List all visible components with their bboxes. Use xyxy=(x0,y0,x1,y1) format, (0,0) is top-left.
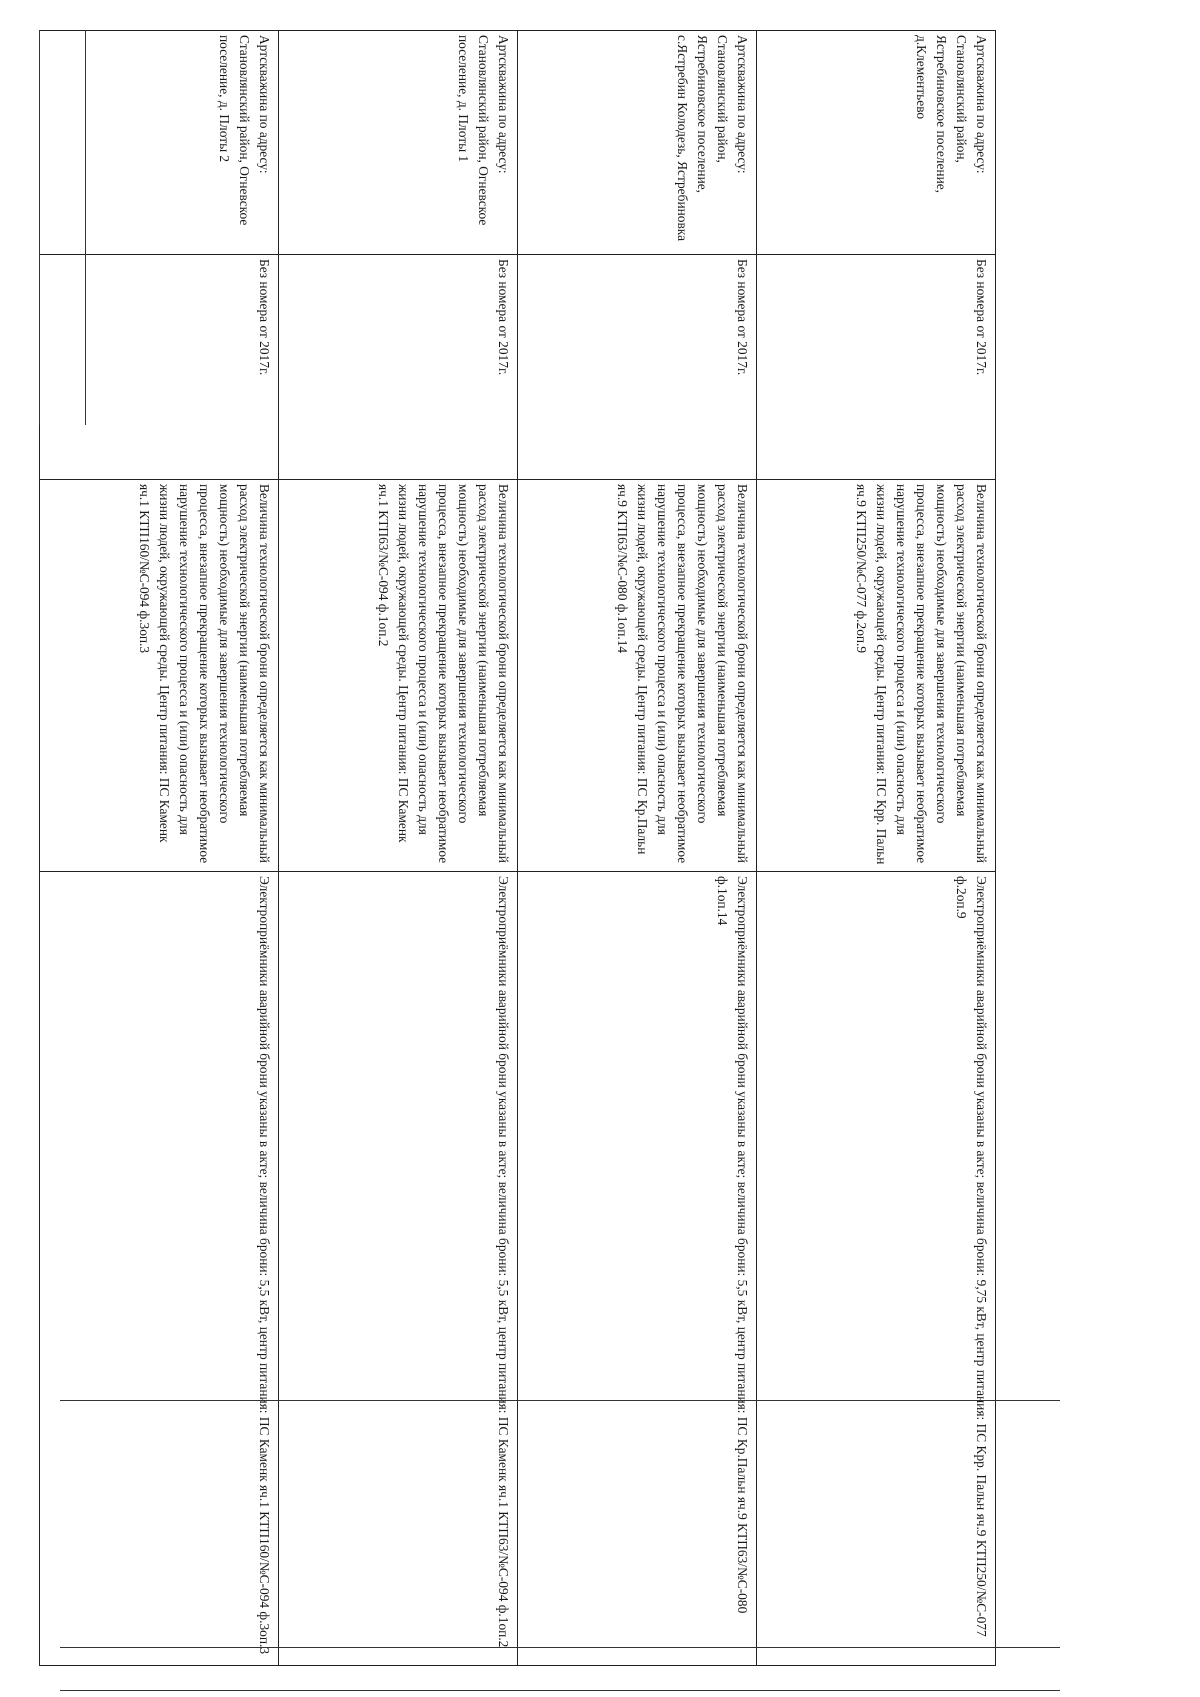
blank-rule-vertical xyxy=(60,1647,1060,1648)
document-cell: Без номера от 2017г. xyxy=(279,255,518,480)
blank-rule-vertical xyxy=(60,1400,1060,1401)
emergency-reserve-cell: Электроприёмники аварийной брони указаны в акте; величина брони: 5,5 кВт, центр питания: ПС Кр.Пальн яч.9 КТП63/№С-080 ф.1оп.14 xyxy=(518,872,757,1666)
table-row xyxy=(757,31,996,1666)
blank-rule-line xyxy=(39,30,40,425)
emergency-reserve-cell: Электроприёмники аварийной брони указаны в акте; величина брони: 9,75 кВт, центр питания: ПС Крр. Пальн яч.9 КТП250/№С-077 ф.2оп.9 xyxy=(757,872,996,1666)
document-cell: Без номера от 2017г. xyxy=(757,255,996,480)
reserve-table xyxy=(39,30,996,1666)
table-row xyxy=(40,31,279,1666)
emergency-reserve-cell: Электроприёмники аварийной брони указаны в акте; величина брони: 5,5 кВт, центр питания: ПС Каменк яч.1 КТП63/№С-094 ф.1оп.2 xyxy=(279,872,518,1666)
tech-reserve-cell: Величина технологической брони определяется как минимальный расход электрической энергии (наименьшая потребляемая мощность) необходимые для завершения технологического процесса, внезапное прекращение которых вызывает необратимое нарушение технологического процесса и (или) опасность для жизни людей, окружающей среды. Центр питания: ПС Каменк яч.1 КТП160/№С-094 ф.3оп.3 xyxy=(40,480,279,872)
tech-reserve-cell: Величина технологической брони определяется как минимальный расход электрической энергии (наименьшая потребляемая мощность) необходимые для завершения технологического процесса, внезапное прекращение которых вызывает необратимое нарушение технологического процесса и (или) опасность для жизни людей, окружающей среды. Центр питания: ПС Крр. Пальн яч.9 КТП250/№С-077 ф.2оп.9 xyxy=(757,480,996,872)
blank-rule-line xyxy=(85,30,86,425)
table-row xyxy=(518,31,757,1666)
table-row xyxy=(279,31,518,1666)
tech-reserve-cell: Величина технологической брони определяется как минимальный расход электрической энергии (наименьшая потребляемая мощность) необходимые для завершения технологического процесса, внезапное прекращение которых вызывает необратимое нарушение технологического процесса и (или) опасность для жизни людей, окружающей среды. Центр питания: ПС Каменк яч.1 КТП63/№С-094 ф.1оп.2 xyxy=(279,480,518,872)
blank-rule-vertical xyxy=(60,1690,1060,1691)
document-cell: Без номера от 2017г. xyxy=(40,255,279,480)
address-cell: Артскважина по адресу: Становлянский район, Огневское поселение, д. Плоты 2 xyxy=(40,31,279,255)
document-cell: Без номера от 2017г. xyxy=(518,255,757,480)
address-cell: Артскважина по адресу: Становлянский район, Ястребиновское поселение, д.Клементьево xyxy=(757,31,996,255)
emergency-reserve-cell: Электроприёмники аварийной брони указаны в акте; величина брони: 5,5 кВт, центр питания: ПС Каменк яч.1 КТП160/№С-094 ф.3оп.3 xyxy=(40,872,279,1666)
address-cell: Артскважина по адресу: Становлянский район, Ястребиновское поселение, с.Ястребин Колодезь, Ястребиновка xyxy=(518,31,757,255)
address-cell: Артскважина по адресу: Становлянский район, Огневское поселение, д. Плоты 1 xyxy=(279,31,518,255)
tech-reserve-cell: Величина технологической брони определяется как минимальный расход электрической энергии (наименьшая потребляемая мощность) необходимые для завершения технологического процесса, внезапное прекращение которых вызывает необратимое нарушение технологического процесса и (или) опасность для жизни людей, окружающей среды. Центр питания: ПС Кр.Пальн яч.9 КТП63/№С-080 ф.1оп.14 xyxy=(518,480,757,872)
